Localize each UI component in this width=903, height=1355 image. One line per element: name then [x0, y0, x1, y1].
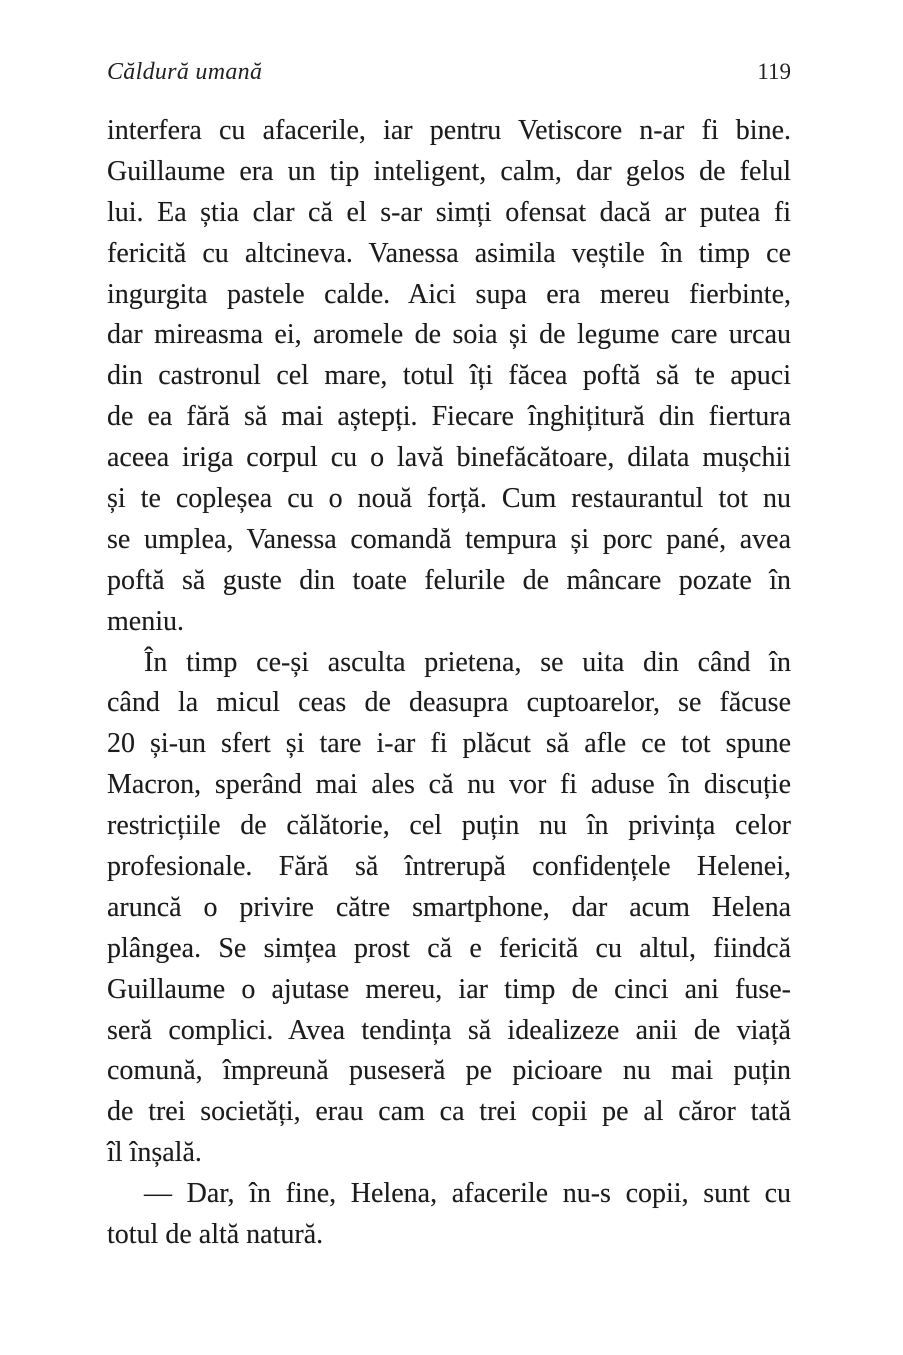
text-line: interfera cu afacerile, iar pentru Vetiscore n-ar fi bine. — [107, 115, 791, 146]
text-line: meniu. — [107, 605, 184, 637]
text-line: din castronul cel mare, totul îți făcea poftă să te apuci — [107, 360, 791, 392]
text-line: fericită cu altcineva. Vanessa asimila veștile în timp ce — [107, 237, 791, 269]
page-content — [107, 0, 791, 1256]
paragraph — [107, 111, 791, 643]
text-line: când la micul ceas de deasupra cuptoarelor, se făcuse — [107, 687, 791, 719]
text-line: dar mireasma ei, aromele de soia și de legume care urcau — [107, 319, 791, 351]
text-line: — Dar, în fine, Helena, afacerile nu-s copii, sunt cu — [144, 1178, 791, 1210]
text-line: de ea fără să mai aștepți. Fiecare înghițitură din fiertura — [107, 401, 791, 433]
text-line: poftă să guste din toate felurile de mâncare pozate în — [107, 564, 791, 596]
text-line: Macron, sperând mai ales că nu vor fi aduse în discuție — [107, 769, 791, 801]
text-line: de trei societăți, erau cam ca trei copii pe al căror tată — [107, 1096, 791, 1128]
paragraph — [107, 1174, 791, 1256]
text-line: se umplea, Vanessa comandă tempura și porc pané, avea — [107, 523, 791, 555]
running-title: Căldură umană — [107, 59, 263, 85]
text-line: seră complici. Avea tendința să idealizeze anii de viață — [107, 1014, 791, 1046]
text-line: Guillaume o ajutase mereu, iar timp de cinci ani fuse- — [107, 973, 791, 1005]
text-line: și te copleșea cu o nouă forță. Cum restaurantul tot nu — [107, 483, 791, 515]
text-line: aceea iriga corpul cu o lavă binefăcătoare, dilata mușchii — [107, 442, 791, 474]
text-line: profesionale. Fără să întrerupă confidențele Helenei, — [107, 851, 791, 883]
text-line: restricțiile de călătorie, cel puțin nu în privința celor — [107, 810, 791, 842]
text-line: comună, împreună puseseră pe picioare nu mai puțin — [107, 1055, 791, 1087]
text-line: În timp ce-și asculta prietena, se uita din când în — [144, 646, 791, 678]
text-line: îl înșală. — [107, 1137, 202, 1169]
text-line: ingurgita pastele calde. Aici supa era mereu fierbinte, — [107, 278, 791, 310]
text-line: lui. Ea știa clar că el s-ar simți ofensat dacă ar putea fi — [107, 196, 791, 228]
text-line: aruncă o privire către smartphone, dar acum Helena — [107, 891, 791, 923]
paragraph — [107, 643, 791, 1175]
text-line: plângea. Se simțea prost că e fericită cu altul, fiindcă — [107, 932, 791, 964]
text-line: totul de altă natură. — [107, 1219, 324, 1251]
page-header — [107, 56, 791, 88]
text-line: 20 și-un sfert și tare i-ar fi plăcut să afle ce tot spune — [107, 728, 791, 760]
page-body — [107, 111, 791, 1256]
page-number: 119 — [757, 59, 791, 84]
text-line: Guillaume era un tip inteligent, calm, dar gelos de felul — [107, 155, 791, 187]
